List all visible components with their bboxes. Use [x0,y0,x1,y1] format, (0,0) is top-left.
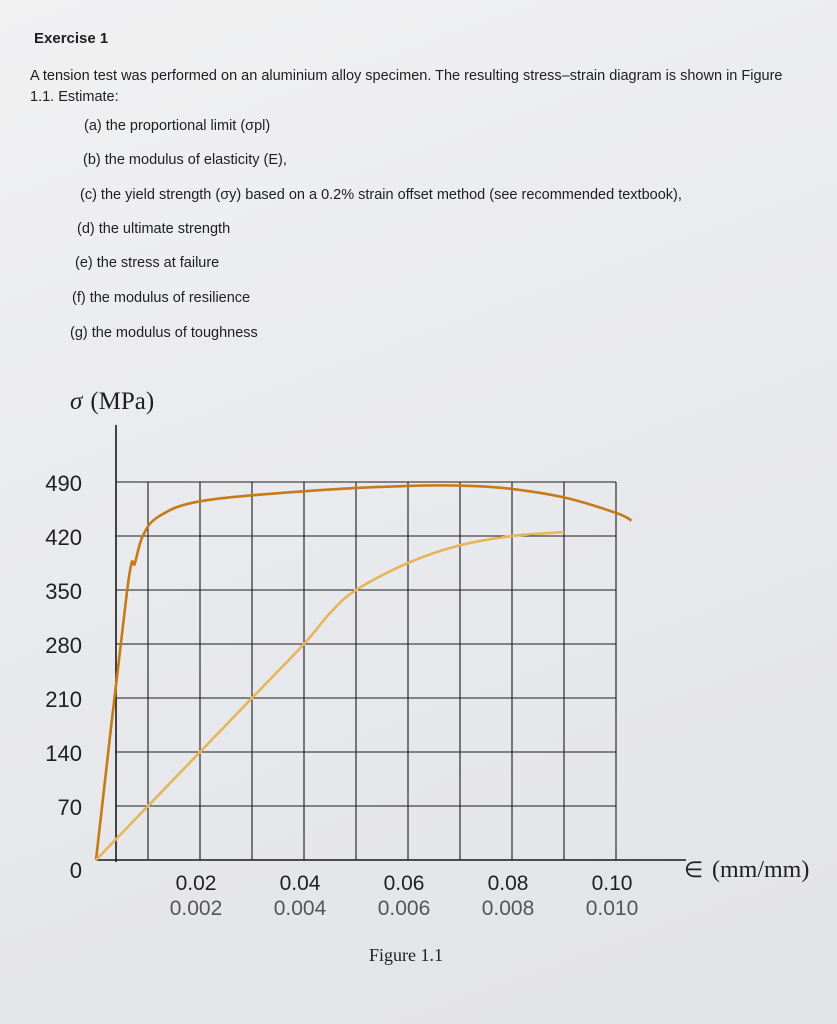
y-tick-label: 0 [69,858,82,883]
stress-strain-curve-lower-scale [96,532,564,860]
exercise-intro: A tension test was performed on an aluminium alloy specimen. The resulting stress–strain diagram is shown in Figure 1.1. Estimate: [30,68,783,105]
question-b: (b) the modulus of elasticity (E), [83,152,287,168]
x-tick-label-lower: 0.004 [273,897,327,920]
chart-grid [116,482,616,860]
question-e: (e) the stress at failure [75,255,220,271]
question-c: (c) the yield strength (σy) based on a 0.2% strain offset method (see recommended textbook), [80,187,682,203]
question-a: (a) the proportional limit (σpl) [84,118,271,134]
exercise-heading: Exercise 1 [34,30,109,47]
x-tick-label-upper: 0.06 [383,872,425,895]
x-tick-label-upper: 0.10 [591,872,633,895]
y-tick-label: 70 [57,795,82,820]
chart-curves [96,485,632,860]
stress-strain-curve-upper-scale [96,485,632,860]
x-tick-label-lower: 0.002 [169,897,223,920]
x-axis-unit: (mm/mm) [712,857,810,883]
x-axis-symbol: ∈ [684,857,704,882]
x-tick-label-upper: 0.08 [487,872,529,895]
x-tick-label-lower: 0.008 [481,897,535,920]
x-tick-label-upper: 0.02 [175,872,217,895]
figure-caption: Figure 1.1 [369,945,443,965]
y-tick-label: 280 [45,633,82,658]
y-tick-label: 420 [45,525,82,550]
question-g: (g) the modulus of toughness [70,325,258,341]
y-axis-unit: (MPa) [90,388,155,415]
x-tick-label-upper: 0.04 [279,872,321,895]
y-tick-label: 210 [45,687,82,712]
chart-labels [45,471,809,920]
question-f: (f) the modulus of resilience [72,290,251,306]
x-tick-label-lower: 0.006 [377,897,431,920]
question-d: (d) the ultimate strength [77,221,231,237]
y-tick-label: 490 [45,471,82,496]
y-axis-symbol: σ [70,388,83,415]
x-tick-label-lower: 0.010 [585,897,639,920]
y-tick-label: 140 [45,741,82,766]
y-tick-label: 350 [45,579,82,604]
